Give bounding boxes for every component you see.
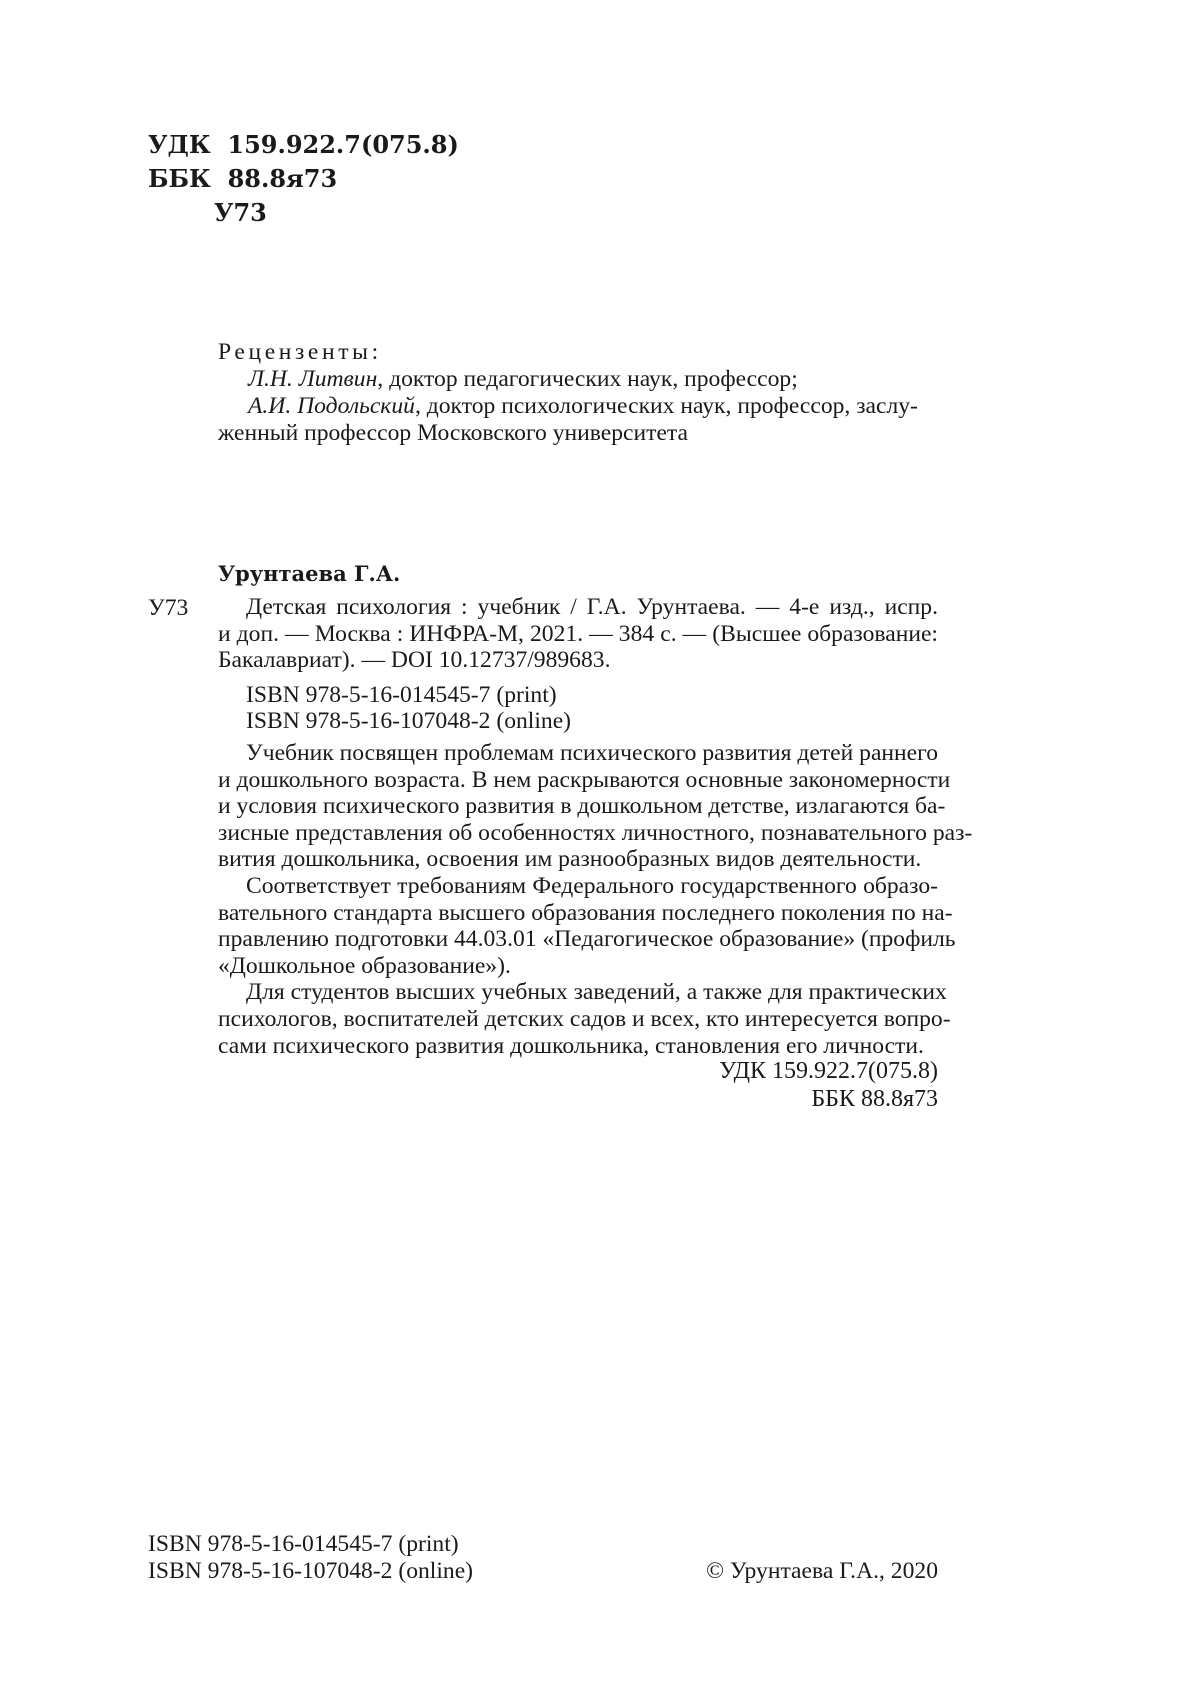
udk-label: УДК bbox=[148, 130, 211, 159]
annotation-line: «Дошкольное образование»). bbox=[218, 952, 511, 979]
citation bbox=[218, 594, 938, 674]
citation-line: и доп. — Москва : ИНФРА-М, 2021. — 384 с. — (Высшее образование: bbox=[218, 620, 938, 647]
reviewer-2-continuation: женный профессор Московского университета bbox=[218, 420, 688, 446]
annotation-line: вательного стандарта высшего образования последнего поколения по на- bbox=[218, 899, 953, 926]
citation-line: Бакалавриат). — DOI 10.12737/989683. bbox=[218, 647, 611, 674]
reviewers-heading: Рецензенты: bbox=[218, 339, 382, 365]
bbk-value: 88.8я73 bbox=[227, 164, 338, 193]
annotation-line: вития дошкольника, освоения им разнообразных видов деятельности. bbox=[218, 846, 922, 873]
annotation-line: и дошкольного возраста. В нем раскрываются основные закономерности bbox=[218, 766, 951, 793]
record-mark: У73 bbox=[148, 595, 189, 621]
udk-heading bbox=[148, 128, 459, 162]
bbk-label: ББК bbox=[148, 164, 211, 193]
reviewer-1-title: , доктор педагогических наук, профессор; bbox=[377, 366, 798, 392]
reviewer-1 bbox=[248, 366, 798, 393]
annotation-line: психологов, воспитателей детских садов и всех, кто интересуется вопро- bbox=[218, 1005, 951, 1032]
annotation-line: и условия психического развития в дошкольном детстве, излагаются ба- bbox=[218, 793, 946, 820]
footer-isbn-online: ISBN 978-5-16-107048-2 (online) bbox=[148, 1558, 474, 1584]
annotation-line: сами психического развития дошкольника, становления его личности. bbox=[218, 1032, 924, 1059]
annotation-line: Учебник посвящен проблемам психического развития детей раннего bbox=[246, 740, 939, 766]
record-udk: УДК 159.922.7(075.8) bbox=[719, 1058, 938, 1084]
udk-value: 159.922.7(075.8) bbox=[227, 130, 459, 159]
record-isbn-online: ISBN 978-5-16-107048-2 (online) bbox=[246, 708, 572, 734]
annotation-line: зисные представления об особенностях личностного, познавательного раз- bbox=[218, 819, 973, 846]
author-mark-heading: У73 bbox=[214, 198, 267, 227]
footer-isbn-print: ISBN 978-5-16-014545-7 (print) bbox=[148, 1531, 459, 1557]
reviewer-2 bbox=[248, 393, 918, 420]
citation-line: Детская психология : учебник / Г.А. Урунтаева. — 4-е изд., испр. bbox=[246, 594, 938, 620]
record-isbn-print: ISBN 978-5-16-014545-7 (print) bbox=[246, 682, 557, 708]
reviewer-2-title: , доктор психологических наук, профессор, заслу- bbox=[414, 393, 918, 419]
reviewer-1-name: Л.Н. Литвин bbox=[248, 366, 378, 392]
record-author: Урунтаева Г.А. bbox=[218, 561, 401, 586]
bbk-heading bbox=[148, 162, 337, 196]
annotation-line: Соответствует требованиям Федерального государственного образо- bbox=[246, 872, 938, 899]
annotation bbox=[218, 740, 973, 1059]
record-class-footer bbox=[719, 1057, 938, 1113]
annotation-line: правлению подготовки 44.03.01 «Педагогическое образование» (профиль bbox=[218, 926, 956, 953]
copyright: © Урунтаева Г.А., 2020 bbox=[706, 1558, 938, 1584]
reviewer-2-name: А.И. Подольский bbox=[248, 393, 415, 419]
record-bbk: ББК 88.8я73 bbox=[811, 1086, 938, 1112]
annotation-line: Для студентов высших учебных заведений, а также для практических bbox=[246, 979, 947, 1006]
